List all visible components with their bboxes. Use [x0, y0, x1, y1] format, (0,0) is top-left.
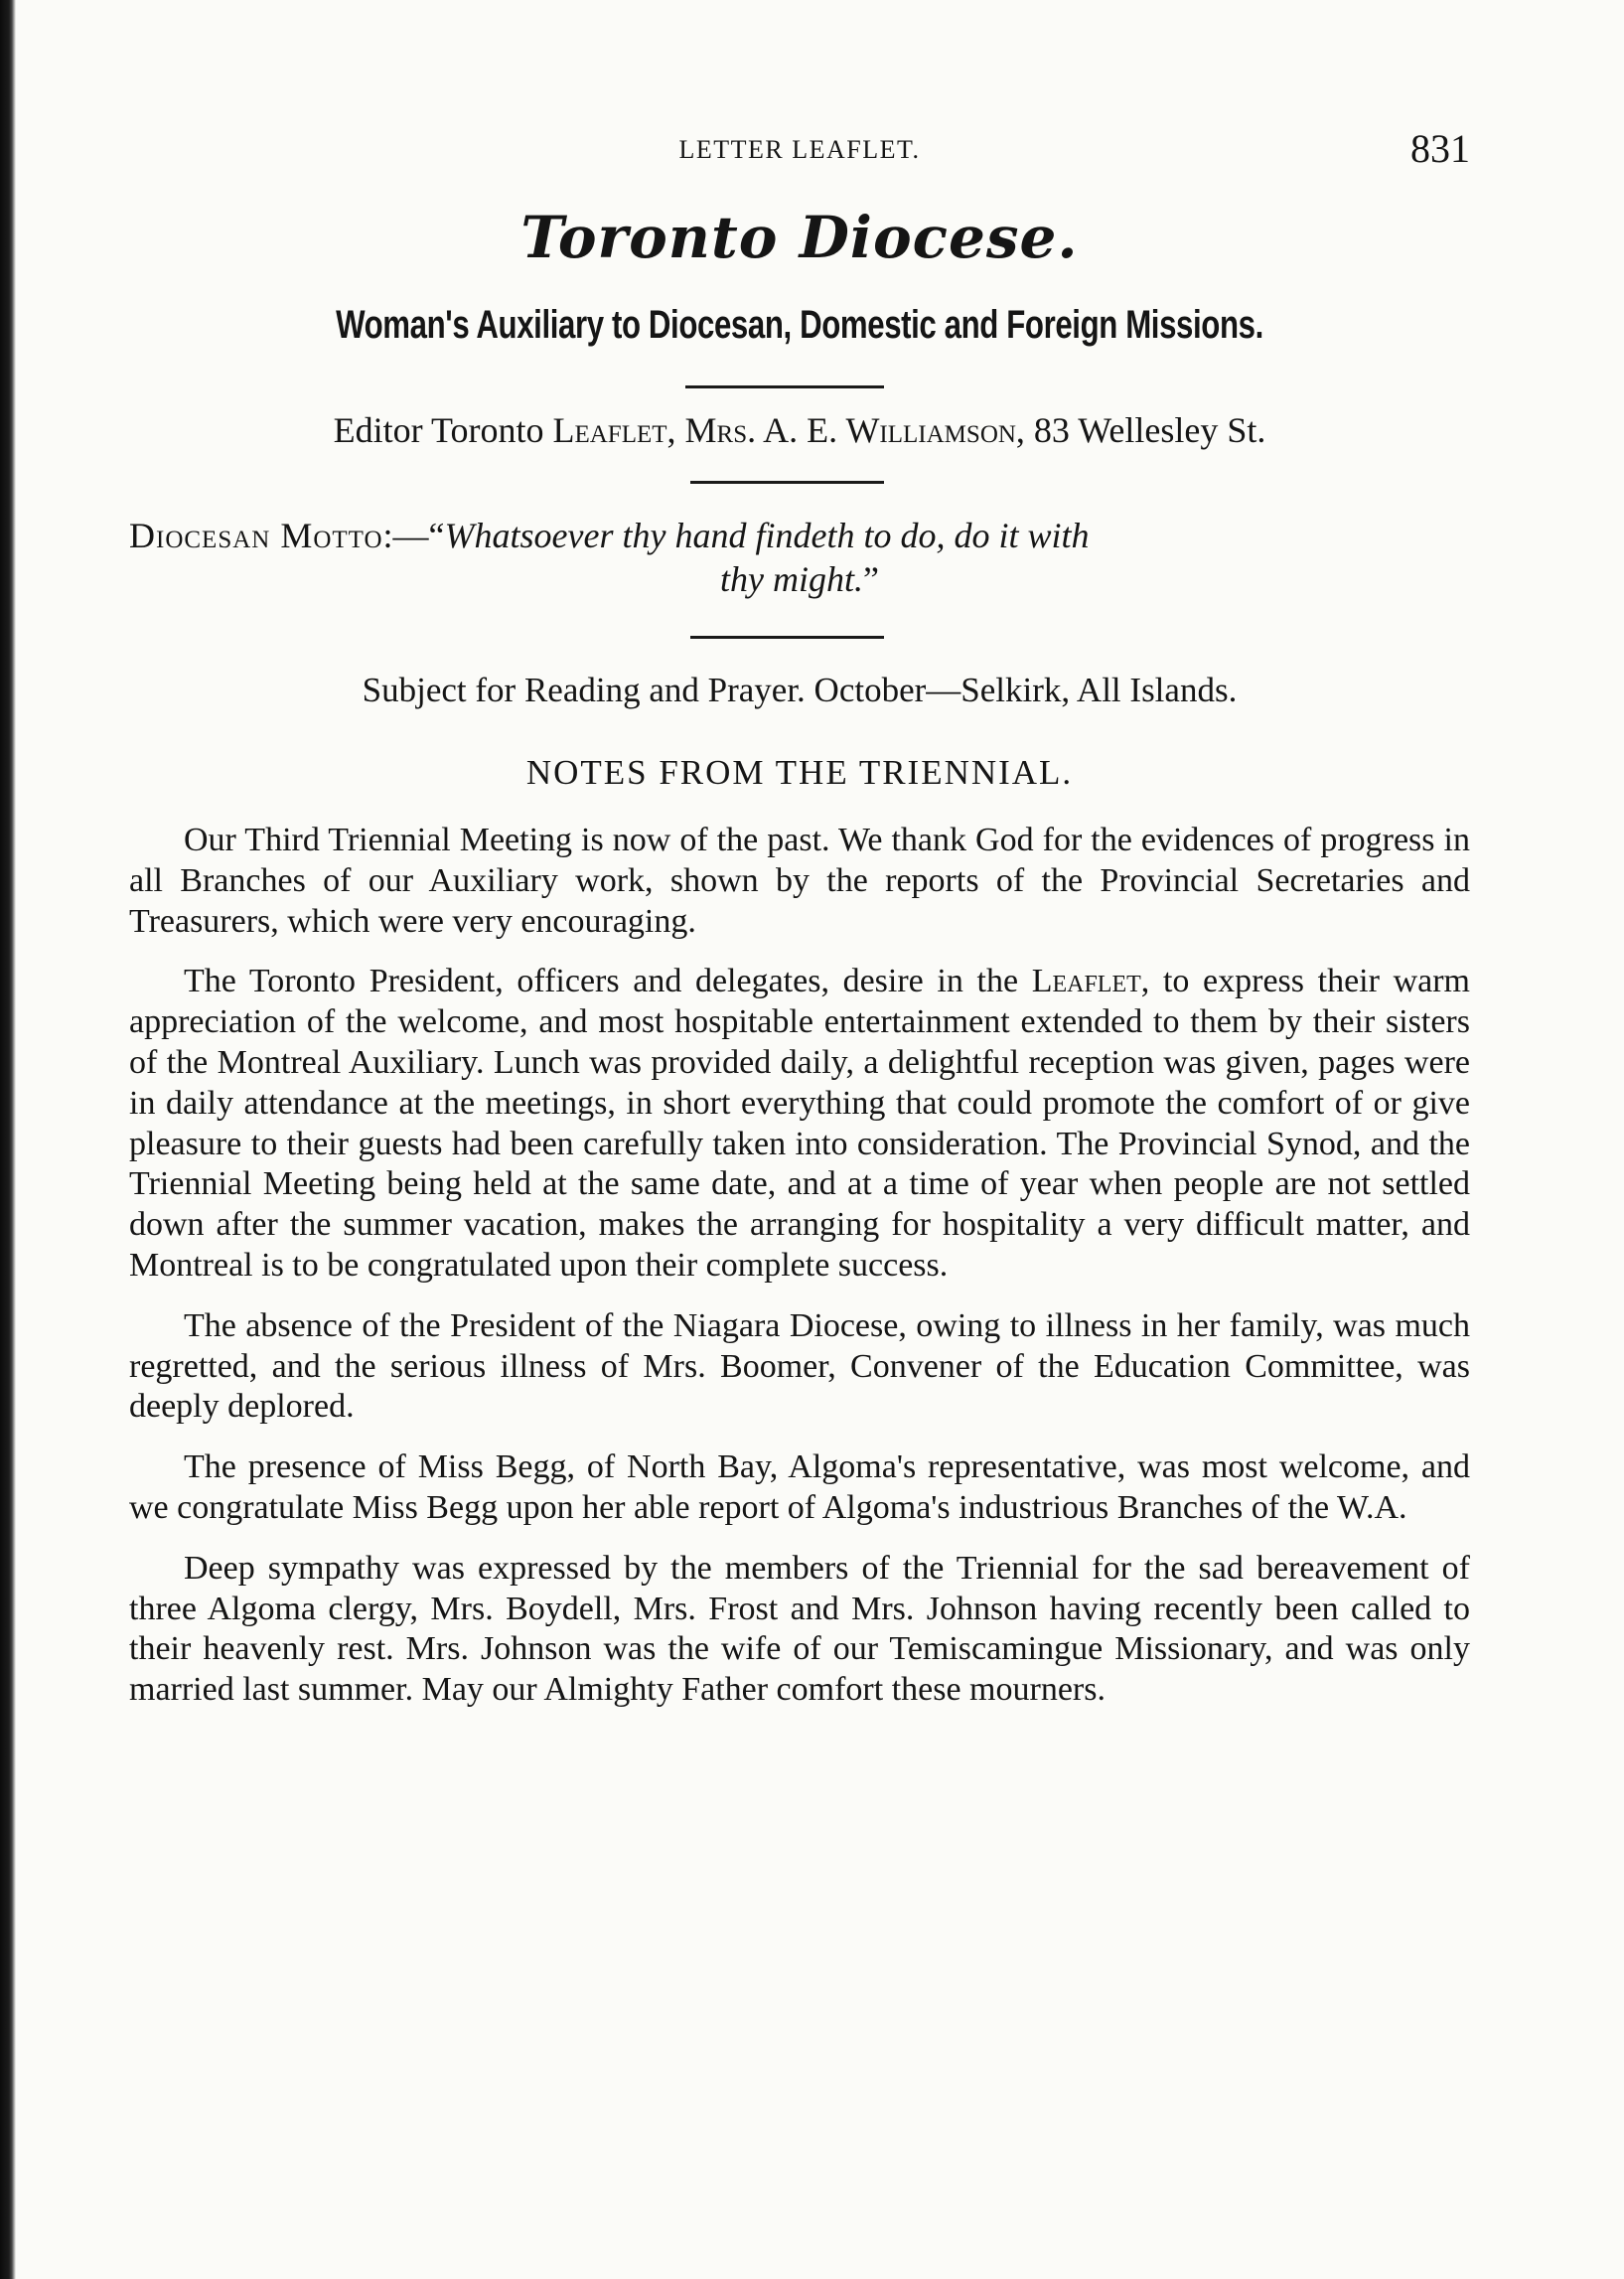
section-heading: NOTES FROM THE TRIENNIAL. — [525, 753, 1074, 792]
leaflet-term: Leaflet, — [1031, 963, 1150, 1000]
paragraph-text: to express their warm appreciation of the welcome, and most hospitable entertainment extended to them by their sisters of the Montreal Auxiliary. Lunch was provided daily, a delightful reception was given, pages were in daily attendance at the meetings, in short everything that could promote the comfort of or give pleasure to their guests had been carefully taken into consideration. The Provincial Synod, and the Triennial Meeting being held at the same date, and at a time of year when people are not settled down after the summer vacation, makes the arranging for hospitality a very difficult matter, and Montreal is to be congratulated upon their complete success. — [129, 963, 1471, 1284]
organization-title: Woman's Auxiliary to Diocesan, Domestic and Foreign Missions. — [336, 303, 1263, 347]
running-title: LETTER LEAFLET. — [678, 135, 921, 164]
paragraph-text: Deep sympathy was expressed by the members of the Triennial for the sad bereavement of three Algoma clergy, Mrs. Boydell, Mrs. Frost and Mrs. Johnson having recently been called to their heavenly rest. Mrs. Johnson was the wife of our Temiscamingue Missionary, and was only married last summer. May our Almighty Father comfort these mourners. — [129, 1549, 1470, 1709]
running-head — [129, 126, 1470, 171]
editor-label: Editor Toronto — [333, 410, 544, 450]
motto-label: Diocesan Motto — [129, 516, 383, 555]
motto-separator: :—“ — [382, 516, 445, 555]
paragraph — [129, 962, 1470, 1286]
paragraph-text: Our Third Triennial Meeting is now of the past. We thank God for the evidences of progress in all Branches of our Auxiliary work, shown by the reports of the Provincial Secretaries and Treasurers, which were very encouraging. — [129, 822, 1470, 940]
paragraph-lead: The Toronto President, officers and delegates, desire in the — [184, 963, 1032, 1000]
paragraph — [129, 821, 1470, 942]
editor-leaflet: Leaflet, — [552, 410, 676, 450]
divider-rule — [685, 385, 884, 388]
diocese-title: Toronto Diocese. — [520, 204, 1079, 271]
page-number: 831 — [1410, 126, 1470, 171]
page — [129, 0, 1470, 2279]
article-body — [129, 821, 1470, 1731]
editor-name: Mrs. A. E. Williamson, — [684, 410, 1025, 450]
binding-edge — [0, 0, 16, 2279]
paragraph-text: The absence of the President of the Niagara Diocese, owing to illness in her family, was much regretted, and the serious illness of Mrs. Boomer, Convener of the Education Committee, was deeply deplored. — [129, 1306, 1470, 1426]
divider-rule — [690, 636, 884, 639]
paragraph — [129, 1549, 1470, 1711]
diocesan-motto — [129, 514, 1470, 601]
paragraph — [129, 1306, 1470, 1428]
motto-line — [129, 514, 1470, 557]
motto-line — [129, 557, 1470, 601]
motto-text: thy might. — [720, 559, 863, 599]
paragraph-text: The presence of Miss Begg, of North Bay, Algoma's representative, was most welcome, and we congratulate Miss Begg upon her able report of Algoma's industrious Branches of the W.A. — [129, 1448, 1470, 1526]
motto-text: Whatsoever thy hand findeth to do, do it with — [444, 516, 1090, 555]
motto-close-quote: ” — [863, 559, 879, 599]
divider-rule — [690, 481, 884, 484]
editor-address: 83 Wellesley St. — [1033, 410, 1266, 450]
subject-line: Subject for Reading and Prayer. October—Selkirk, All Islands. — [362, 671, 1238, 709]
paragraph — [129, 1447, 1470, 1529]
editor-line — [129, 409, 1470, 451]
